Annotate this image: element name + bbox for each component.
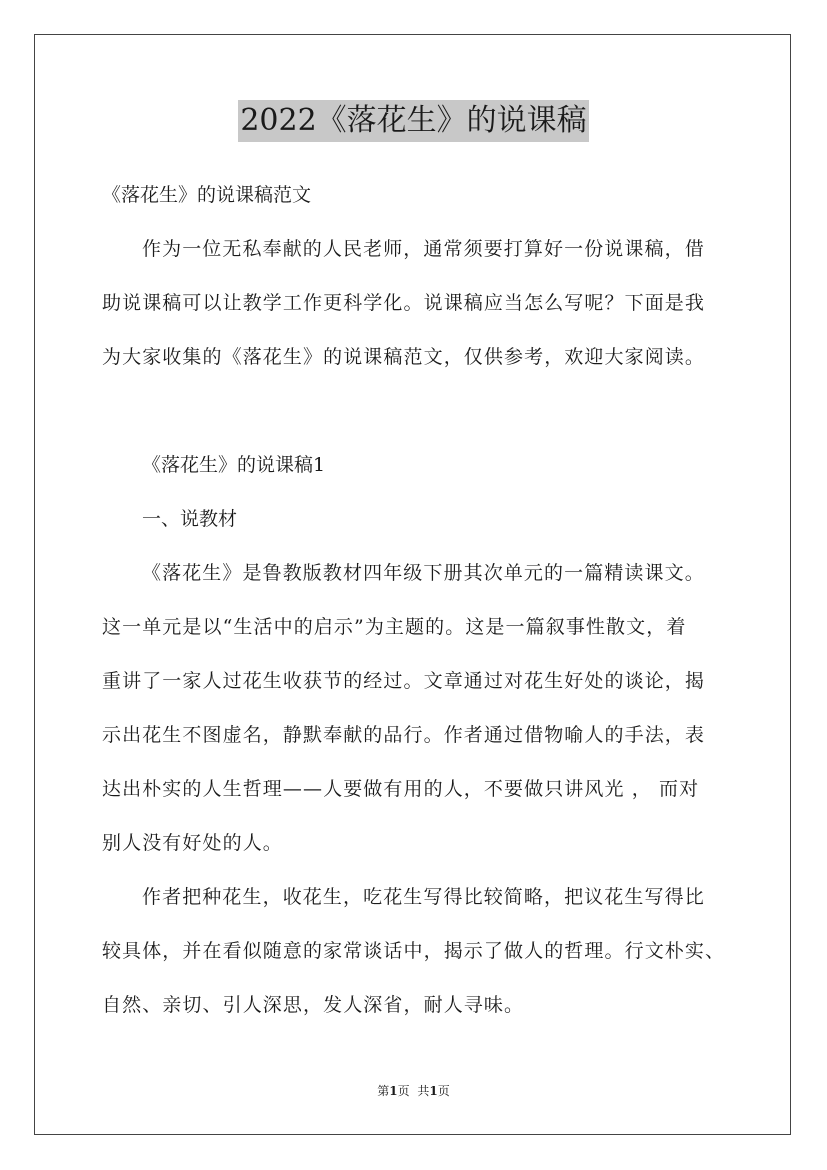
intro-line-3: 为大家收集的《落花生》的说课稿范文，仅供参考，欢迎大家阅读。 bbox=[102, 346, 706, 368]
paragraph2-line-2: 较具体，并在看似随意的家常谈话中，揭示了做人的哲理。行文朴实、 bbox=[102, 940, 726, 962]
paragraph1-line-1: 《落花生》是鲁教版教材四年级下册其次单元的一篇精读课文。 bbox=[142, 562, 705, 584]
paragraph1-line-5: 达出朴实的人生哲理——人要做有用的人，不要做只讲风光 ， 而对 bbox=[102, 778, 700, 800]
paragraph2-line-1: 作者把种花生，收花生，吃花生写得比较简略，把议花生写得比 bbox=[142, 886, 705, 908]
paragraph1-line-4: 示出花生不图虚名，静默奉献的品行。作者通过借物喻人的手法，表 bbox=[102, 724, 706, 746]
paragraph2-line-3: 自然、亲切、引人深思，发人深省，耐人寻味。 bbox=[102, 994, 525, 1016]
document-title: 2022《落花生》的说课稿 bbox=[238, 100, 588, 142]
intro-line-2: 助说课稿可以让教学工作更科学化。说课稿应当怎么写呢？下面是我 bbox=[102, 292, 706, 314]
footer-page-number: 1 bbox=[389, 1084, 398, 1098]
section-heading: 《落花生》的说课稿1 bbox=[142, 454, 326, 476]
footer-total-prefix: 共 bbox=[417, 1084, 430, 1098]
footer-total-suffix: 页 bbox=[437, 1084, 450, 1098]
paragraph1-line-6: 别人没有好处的人。 bbox=[102, 832, 283, 854]
footer-total-number: 1 bbox=[429, 1084, 438, 1098]
intro-line-1: 作为一位无私奉献的人民老师，通常须要打算好一份说课稿，借 bbox=[142, 238, 705, 260]
page-footer bbox=[0, 1083, 827, 1099]
footer-page-suffix: 页 bbox=[397, 1084, 410, 1098]
paragraph1-line-3: 重讲了一家人过花生收获节的经过。文章通过对花生好处的谈论，揭 bbox=[102, 670, 706, 692]
paragraph1-line-2: 这一单元是以“生活中的启示”为主题的。这是一篇叙事性散文，着 bbox=[102, 616, 687, 638]
sub-heading: 一、说教材 bbox=[142, 508, 238, 530]
footer-page-prefix: 第 bbox=[377, 1084, 390, 1098]
document-subtitle: 《落花生》的说课稿范文 bbox=[102, 184, 312, 206]
title-container bbox=[0, 100, 827, 142]
